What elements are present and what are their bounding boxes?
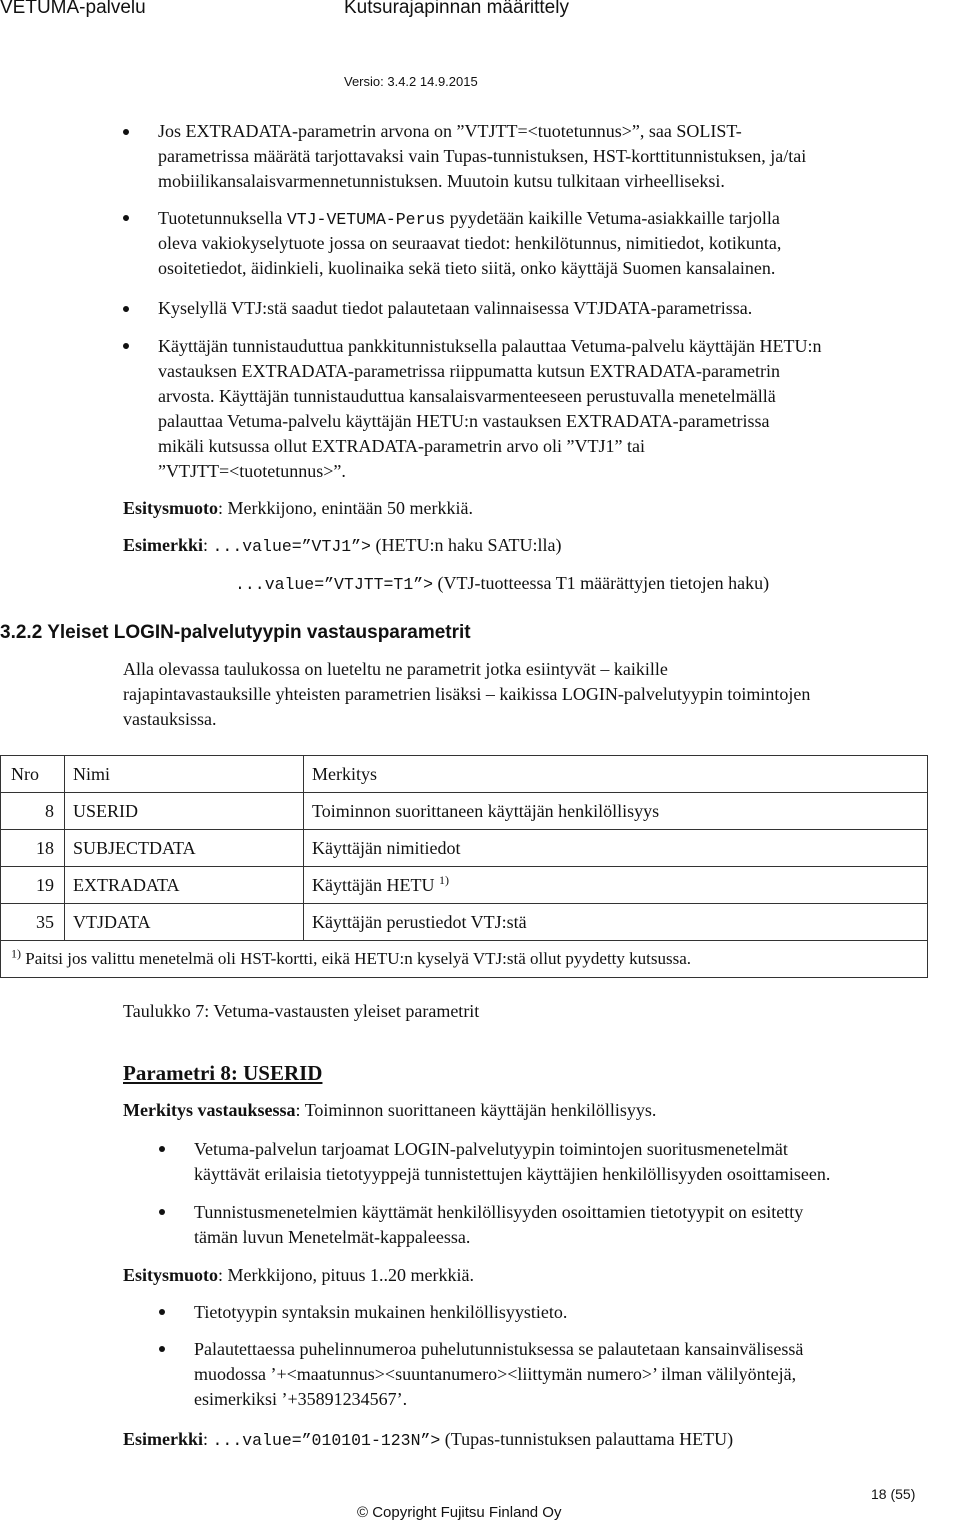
list-item: Käyttäjän tunnistauduttua pankkitunnistuksella palauttaa Vetuma-palvelu käyttäjän HETU:n: [158, 336, 822, 356]
header-left: VETUMA-palvelu: [0, 0, 146, 18]
list-item: Tunnistusmenetelmien käyttämät henkilöllisyyden osoittamien tietotyypit on esitetty: [194, 1202, 804, 1222]
bullet-dot-icon: [159, 1146, 165, 1152]
list-item-cont: parametrissa määrätä tarjottavaksi vain Tupas-tunnistuksen, HST-korttitunnistuksen, ja/tai: [158, 146, 807, 166]
table-row: [1, 830, 928, 867]
code-sample: ...value=”010101-123N”>: [212, 1431, 441, 1450]
table-cell: 18: [1, 830, 65, 867]
list-item-cont: esimerkiksi ’+35891234567’.: [194, 1389, 408, 1409]
table-cell: 8: [1, 793, 65, 830]
list-item: Palautettaessa puhelinnumeroa puhelutunnistuksessa se palautetaan kansainvälisessä: [194, 1339, 804, 1359]
table-cell: Toiminnon suorittaneen käyttäjän henkilöllisyys: [304, 793, 928, 830]
bullet-dot-icon: [159, 1209, 165, 1215]
table-footnote: $^{1)}$ Paitsi jos valittu menetelmä oli HST-kortti, eikä HETU:n kyselyä VTJ:stä ollut pyydetty kutsussa.: [1, 941, 928, 978]
list-item-cont: vastauksen EXTRADATA-parametrissa riippumatta kutsun EXTRADATA-parametrin: [158, 361, 780, 381]
bullet-dot-icon: [123, 306, 129, 312]
list-item-cont: muodossa ’+<maatunnus><suuntanumero><liittymän numero>’ ilman välilyöntejä,: [194, 1364, 797, 1384]
bullet-dot-icon: [123, 129, 129, 135]
intro-line: vastauksissa.: [123, 709, 217, 729]
header-right: Kutsurajapinnan määrittely: [344, 0, 569, 18]
bullet-dot-icon: [159, 1309, 165, 1315]
intro-line: Alla olevassa taulukossa on lueteltu ne parametrit jotka esiintyvät – kaikille: [123, 659, 668, 679]
parameter-title: Parametri 8: USERID: [123, 1061, 323, 1085]
table-header-row: [1, 756, 928, 793]
list-item: Kyselyllä VTJ:stä saadut tiedot palautetaan valinnaisessa VTJDATA-parametrissa.: [158, 298, 753, 318]
table-header: Merkitys: [304, 756, 928, 793]
bullet-dot-icon: [123, 215, 129, 221]
example-line: Esimerkki: ...value=”010101-123N”> (Tupas-tunnistuksen palauttama HETU): [123, 1429, 734, 1450]
page-number: 18 (55): [871, 1486, 916, 1502]
table-row: [1, 867, 928, 904]
example-line-1: Esimerkki: ...value=”VTJ1”> (HETU:n haku SATU:lla): [123, 535, 562, 556]
intro-line: rajapintavastauksille yhteisten parametrien lisäksi – kaikissa LOGIN-palvelutyypin toimintojen: [123, 684, 811, 704]
section-heading: 3.2.2 Yleiset LOGIN-palvelutyypin vastausparametrit: [0, 622, 471, 643]
list-item-cont: arvosta. Käyttäjän tunnistauduttua kansalaisvarmenteeseen perustuvalla menetelmällä: [158, 386, 776, 406]
list-item: Tuotetunnuksella VTJ-VETUMA-Perus pyydetään kaikille Vetuma-asiakkaille tarjolla: [158, 208, 780, 229]
code-sample: ...value=”VTJTT=T1”>: [235, 575, 434, 594]
product-code: VTJ-VETUMA-Perus: [286, 210, 446, 229]
table-row: [1, 904, 928, 941]
list-item: Jos EXTRADATA-parametrin arvona on ”VTJTT=<tuotetunnus>”, saa SOLIST-: [158, 121, 742, 141]
list-item-cont: ”VTJTT=<tuotetunnus>”.: [158, 461, 346, 481]
list-item: Vetuma-palvelun tarjoamat LOGIN-palvelutyypin toimintojen suoritusmenetelmät: [194, 1139, 788, 1159]
table-cell: EXTRADATA: [65, 867, 304, 904]
table-cell: 19: [1, 867, 65, 904]
copyright: © Copyright Fujitsu Finland Oy: [357, 1504, 562, 1521]
list-item: Tietotyypin syntaksin mukainen henkilöllisyystieto.: [194, 1302, 568, 1322]
list-item-cont: mobiilikansalaisvarmennetunnistuksen. Muutoin kutsu tulkitaan virheelliseksi.: [158, 171, 725, 191]
table-cell: 35: [1, 904, 65, 941]
meaning-line: Merkitys vastauksessa: Toiminnon suorittaneen käyttäjän henkilöllisyys.: [123, 1100, 657, 1120]
table-cell: Käyttäjän HETU $^{1)}$: [304, 867, 928, 904]
table-cell: SUBJECTDATA: [65, 830, 304, 867]
format-line: Esitysmuoto: Merkkijono, enintään 50 merkkiä.: [123, 498, 473, 518]
bullet-dot-icon: [159, 1346, 165, 1352]
table-cell: Käyttäjän nimitiedot: [304, 830, 928, 867]
parameter-table: [0, 755, 928, 978]
table-header: Nro: [1, 756, 65, 793]
list-item-cont: osoitetiedot, äidinkieli, kuolinaika sekä tieto siitä, onko käyttäjä Suomen kansalainen.: [158, 258, 776, 278]
code-sample: ...value=”VTJ1”>: [212, 537, 371, 556]
version-line: Versio: 3.4.2 14.9.2015: [344, 74, 478, 89]
list-item-cont: mikäli kutsussa ollut EXTRADATA-parametrin arvo oli ”VTJ1” tai: [158, 436, 645, 456]
list-item-cont: oleva vakiokyselytuote jossa on seuraavat tiedot: henkilötunnus, nimitiedot, kotikunta,: [158, 233, 782, 253]
table-caption: Taulukko 7: Vetuma-vastausten yleiset parametrit: [123, 1001, 480, 1021]
footnote-ref: 1): [438, 872, 449, 887]
table-header: Nimi: [65, 756, 304, 793]
bullet-dot-icon: [123, 343, 129, 349]
example-line-2: ...value=”VTJTT=T1”> (VTJ-tuotteessa T1 määrättyjen tietojen haku): [235, 573, 770, 594]
table-cell: Käyttäjän perustiedot VTJ:stä: [304, 904, 928, 941]
table-footnote-row: [1, 941, 928, 978]
table-cell: VTJDATA: [65, 904, 304, 941]
list-item-cont: palauttaa Vetuma-palvelu käyttäjän HETU:n vastauksen EXTRADATA-parametrissa: [158, 411, 770, 431]
list-item-cont: tämän luvun Menetelmät-kappaleessa.: [194, 1227, 471, 1247]
list-item-cont: käyttävät erilaisia tietotyyppejä tunnistettujen käyttäjien henkilöllisyyden osoittamiseen.: [194, 1164, 831, 1184]
table-cell: USERID: [65, 793, 304, 830]
format-line: Esitysmuoto: Merkkijono, pituus 1..20 merkkiä.: [123, 1265, 474, 1285]
table-row: [1, 793, 928, 830]
